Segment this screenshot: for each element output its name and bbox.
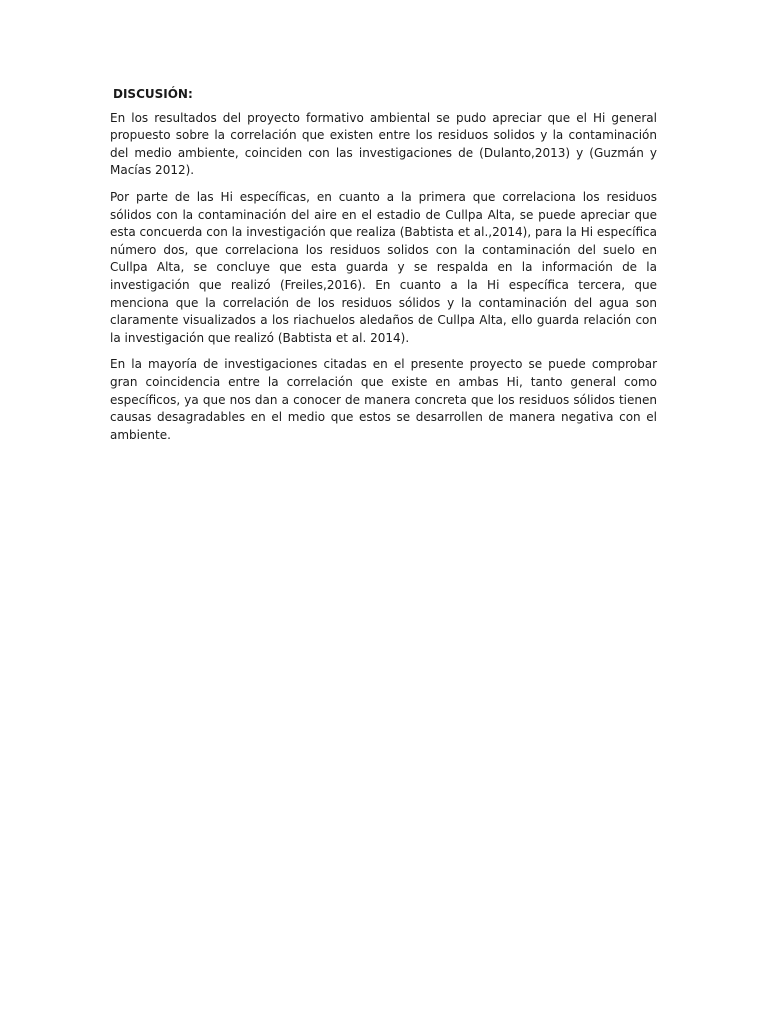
paragraph-specific-hypotheses: Por parte de las Hi específicas, en cuanto a la primera que correlaciona los residuos sólidos con la contaminación del aire en el estadio de Cullpa Alta, se puede apreciar que esta concuerda con la investigación que realiza (Babtista et al.,2014), para la Hi específica número dos, que correlaciona los residuos solidos con la contaminación del suelo en Cullpa Alta, se concluye que esta guarda y se respalda en la información de la investigación que realizó (Freiles,2016). En cuanto a la Hi específica tercera, que menciona que la correlación de los residuos sólidos y la contaminación del agua son claramente visualizados a los riachuelos aledaños de Cullpa Alta, ello guarda relación con la investigación que realizó (Babtista et al. 2014).	[110, 189, 657, 345]
section-heading: DISCUSIÓN:	[113, 87, 193, 101]
paragraph-results: En los resultados del proyecto formativo ambiental se pudo apreciar que el Hi general propuesto sobre la correlación que existen entre los residuos solidos y la contaminación del medio ambiente, coinciden con las investigaciones de (Dulanto,2013) y (Guzmán y Macías 2012).	[110, 110, 657, 178]
document-body	[110, 86, 657, 453]
paragraph-conclusion: En la mayoría de investigaciones citadas en el presente proyecto se puede comprobar gran coincidencia entre la correlación que existe en ambas Hi, tanto general como específicos, ya que nos dan a conocer de manera concreta que los residuos sólidos tienen causas desagradables en el medio que estos se desarrollen de manera negativa con el ambiente.	[110, 357, 657, 442]
